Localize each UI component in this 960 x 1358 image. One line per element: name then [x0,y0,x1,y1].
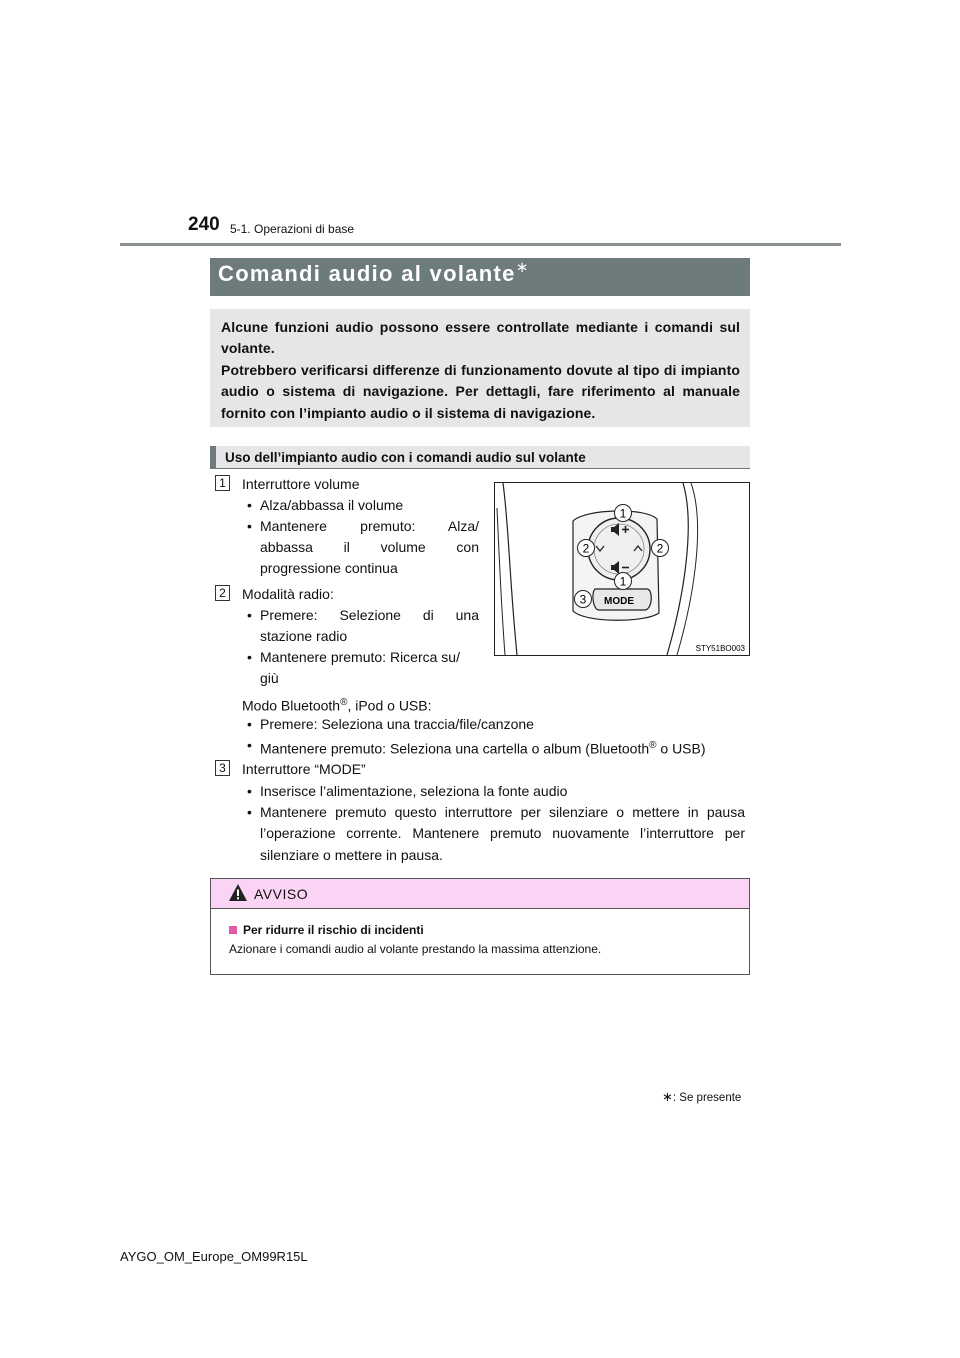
warning-title: AVVISO [254,886,309,902]
item-1-bullet-2-line-2: abbassa il volume con [260,539,479,555]
subheading-text: Uso dell’impianto audio con i comandi audio sul volante [225,450,586,465]
item-3-bullet-2-line-1: • Mantenere premuto questo interruttore per silenziare o mettere in pausa [260,802,745,823]
item-number-3: 3 [215,760,230,776]
item-1-bullet-2-line-1: • Mantenere premuto: Alza/ [260,516,479,537]
warning-text: Azionare i comandi audio al volante prestando la massima attenzione. [229,942,602,956]
subheading-bar [210,446,750,469]
callout-2-left [578,540,595,557]
item-2-bullet-4-text-2: o USB) [656,740,706,757]
section-title-bar [210,258,750,296]
callout-2-right [652,540,669,557]
item-2-bullet-3: • Premere: Seleziona una traccia/file/canzone [260,714,534,735]
item-3-bullet-2-line-2: l’operazione corrente. Mantenere premuto nuovamente l’interruttore per [260,825,745,841]
header-divider [120,243,841,246]
item-2-bullet-1-line-2: stazione radio [260,628,348,644]
warning-subtitle-text: Per ridurre il rischio di incidenti [243,923,424,937]
document-code: AYGO_OM_Europe_OM99R15L [120,1249,308,1264]
item-3-bullet-1: • Inserisce l’alimentazione, seleziona la fonte audio [260,781,567,802]
intro-line-1: Alcune funzioni audio possono essere controllate mediante i comandi sul volante. [221,319,740,357]
page-title [218,261,530,287]
callout-1-top [615,505,632,522]
mode-button-label: MODE [604,596,634,607]
item-2-bullet-2-line-2: giù [260,670,279,686]
bluetooth-mode-text-2: , iPod o USB: [347,697,432,714]
bullet-square-icon [229,926,237,934]
bluetooth-mode-heading [242,692,432,717]
item-1-bullet-1: • Alza/abbassa il volume [260,495,403,516]
optional-star-icon: ∗ [662,1089,673,1104]
item-number-1: 1 [215,475,230,491]
item-1-bullet-2-line-3: progressione continua [260,560,398,576]
item-1-title: Interruttore volume [242,476,360,492]
warning-box [210,878,750,975]
intro-line-2: Potrebbero verificarsi differenze di funzionamento dovute al tipo di impianto audio o sistema di navigazione. Per dettagli, fare riferimento al manuale fornito con l’impianto audio o il sistema di navigazione. [221,361,740,421]
item-2-bullet-2-line-1: • Mantenere premuto: Ricerca su/ [260,647,460,668]
registered-mark: ® [340,697,348,708]
steering-switch-drawing [495,483,749,655]
item-2-title: Modalità radio: [242,586,334,602]
warning-header [211,879,749,909]
item-2-bullet-1-line-1: • Premere: Selezione di una [260,605,479,626]
optional-star-icon: ∗ [515,259,530,276]
page-number: 240 [188,214,220,235]
figure-code: STY51BO003 [695,644,745,653]
callout-3-label: 3 [579,592,587,607]
callout-2-left-label: 2 [582,541,590,556]
footnote-text: : Se presente [672,1092,742,1104]
callout-1-top-label: 1 [619,506,627,521]
steering-switch-illustration [494,482,750,656]
callout-1-bottom [615,573,632,590]
item-2-bullet-4-text: Mantenere premuto: Seleziona una cartella o album (Bluetooth [260,740,650,757]
bluetooth-mode-text: Modo Bluetooth [242,697,341,714]
callout-2-right-label: 2 [656,541,664,556]
item-2-bullet-4 [260,735,706,760]
registered-mark: ® [649,740,657,751]
footnote [662,1089,741,1105]
item-3-bullet-2-line-3: silenziare o mettere in pausa. [260,847,443,863]
warning-triangle-icon [228,883,248,902]
item-3-title: Interruttore “MODE” [242,761,366,777]
page-title-text: Comandi audio al volante [218,261,516,286]
warning-subtitle [229,923,424,937]
callout-1-bottom-label: 1 [619,574,627,589]
intro-box [210,309,750,427]
callout-3 [575,591,592,608]
section-reference: 5-1. Operazioni di base [230,222,355,236]
item-number-2: 2 [215,585,230,601]
